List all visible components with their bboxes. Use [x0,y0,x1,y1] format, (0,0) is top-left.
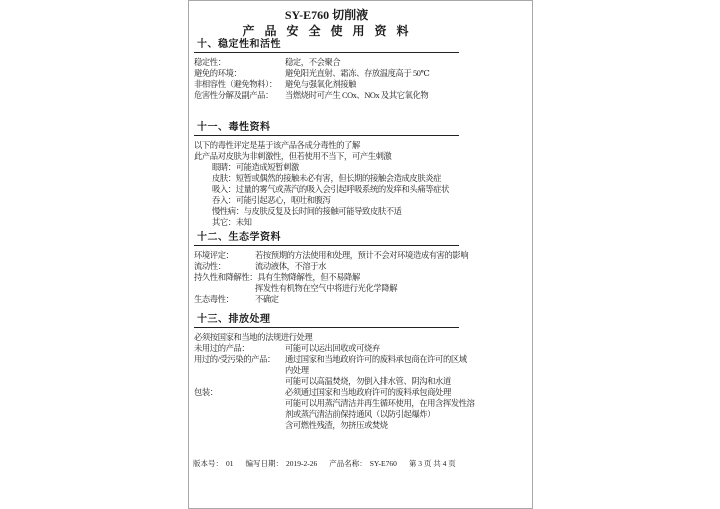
row-label: 环境评定： [194,251,234,260]
ecology-row [194,250,469,261]
section-disposal [194,314,475,431]
product-name-value: SY-E760 [369,459,397,468]
row-label: 用过的/受污染的产品： [194,355,275,364]
section-disposal-heading: 十三、排放处理 [194,314,459,328]
row-value [285,387,475,431]
disposal-row [194,354,467,387]
ecology-row [194,283,459,294]
stability-row [194,68,459,79]
section-stability [194,39,459,101]
page-number: 第 3 页 共 4 页 [408,459,456,468]
toxicity-item: 其它：未知 [212,218,252,227]
toxicity-item: 吸入：过量的雾气或蒸汽的吸入会引起呼吸系统的发痒和头痛等症状 [212,185,449,194]
date-value: 2019-2-26 [286,459,318,468]
section-toxicity-body [194,140,459,228]
document-subtitle: 产 品 安 全 使 用 资 料 [242,24,411,38]
section-toxicity-heading: 十一、毒性资料 [194,122,459,136]
ecology-row [194,261,459,272]
product-name-label: 产品名称： [329,459,367,468]
toxicity-intro-line: 以下的毒性评定是基于该产品各成分毒性的了解 [194,141,360,150]
toxicity-item: 皮肤：短暂或偶然的接触未必有害，但长期的接触会造成皮肤炎症 [212,174,442,183]
stability-row [194,57,459,68]
stability-row [194,79,459,90]
row-value: 不确定 [255,295,279,304]
row-value: 具有生物降解性，但不易降解 [257,273,360,282]
row-value: 稳定，不会聚合 [285,58,341,67]
document-title: SY-E760 切削液 [284,8,369,22]
disposal-row [194,387,475,431]
row-value-line: 剂或蒸汽清洁前保持通风（以防引起爆炸） [285,410,436,419]
row-label: 流动性： [194,262,226,271]
version-label: 版本号： [193,459,223,468]
toxicity-item: 慢性病：与皮肤反复及长时间的接触可能导致皮肤不适 [212,207,402,216]
row-label: 避免的环境： [194,69,242,78]
row-value: 流动液体，不溶于水 [255,262,327,271]
row-value: 避免阳光直射、霜冻、存放温度高于 50℃ [285,69,430,78]
section-disposal-body [194,332,475,431]
section-ecology-rows [194,250,469,305]
row-label: 非相容性（避免物料）： [194,80,277,89]
row-value: 当燃烧时可产生 COx、NOx 及其它氧化物 [285,91,429,100]
row-value-line: 可能可以高温焚烧，勿倒入排水管、阴沟和水道 [285,377,451,386]
date-label: 编写日期： [245,459,283,468]
document-page [188,0,533,509]
row-label: 生态毒性： [194,295,234,304]
toxicity-item: 眼睛：可能造成短暂刺激 [212,163,299,172]
row-value-line: 必须通过国家和当地政府许可的废料承包商处理 [285,388,451,397]
ecology-row [194,294,459,305]
row-value [285,354,467,387]
row-label: 持久性和降解性： [194,273,258,282]
page-footer [193,459,456,468]
row-label: 未用过的产品： [194,344,250,353]
section-toxicity [194,122,459,228]
section-stability-heading: 十、稳定性和活性 [194,39,459,53]
section-ecology [194,232,469,305]
section-ecology-heading: 十二、生态学资料 [194,232,459,246]
toxicity-item: 吞入：可能引起恶心，呕吐和腹泻 [212,196,331,205]
ecology-row [194,272,459,283]
row-value-line: 通过国家和当地政府许可的废料承包商在许可的区域 [285,355,467,364]
row-value: 避免与强氧化剂接触 [285,80,357,89]
disposal-row [194,343,459,354]
row-value [285,343,380,354]
row-label: 稳定性： [194,58,226,67]
row-value-line: 可能可以运出回收或可烧弃 [285,344,380,353]
row-label: 危害性分解及副产品： [194,91,273,100]
row-value-line: 可能可以用蒸汽清洁并再生循环使用，在用含挥发性溶 [285,399,475,408]
row-label: 包装： [194,388,218,397]
version-value: 01 [226,459,234,468]
row-value-line: 含可燃性残渣，勿挤压或焚烧 [285,421,388,430]
row-value: 挥发性有机物在空气中将进行光化学降解 [255,284,398,293]
row-value: 若按预期的方法使用和处理，预计不会对环境造成有害的影响 [255,251,469,260]
disposal-intro: 必须按国家和当地的法规进行处理 [194,333,313,342]
toxicity-intro-line: 此产品对皮肤为非刺激性，但若使用不当下，可产生刺激 [194,152,392,161]
section-stability-rows [194,57,459,101]
row-value-line: 内处理 [285,366,309,375]
stability-row [194,90,459,101]
